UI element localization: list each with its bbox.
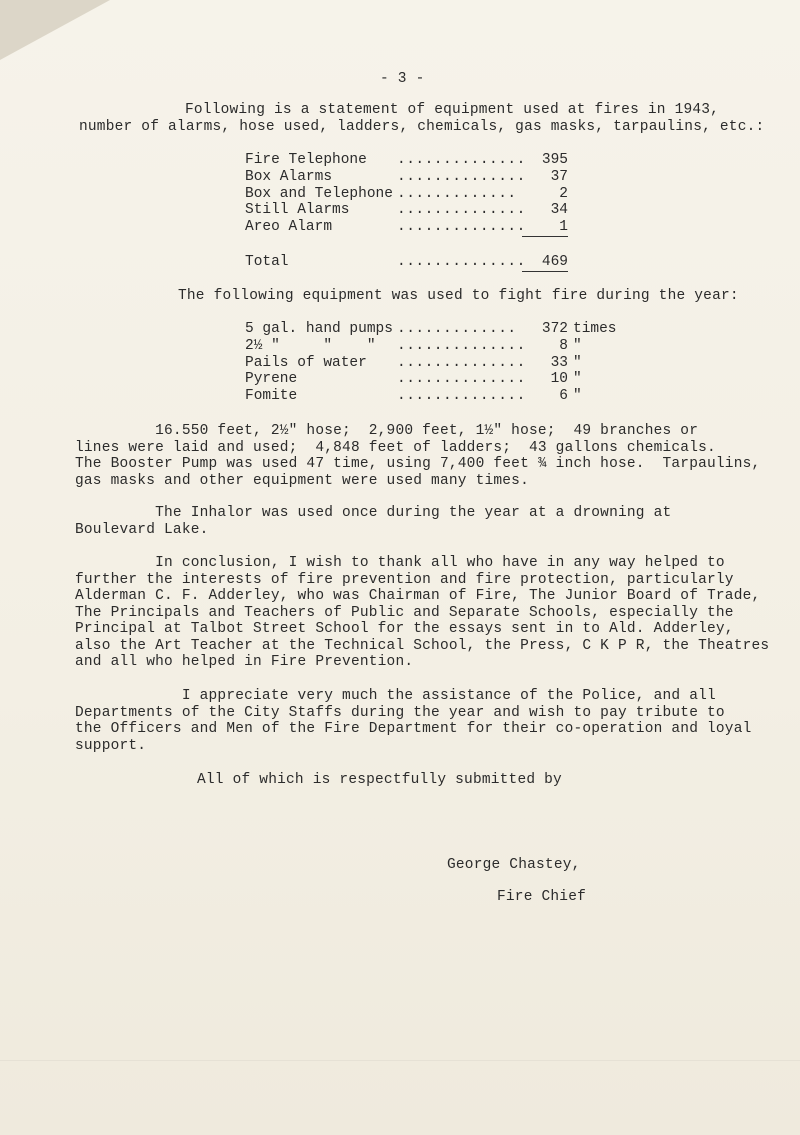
closing-line: All of which is respectfully submitted by: [197, 772, 562, 788]
signature-name: George Chastey,: [447, 857, 581, 873]
torn-corner: [0, 0, 110, 60]
row-label: Fomite: [245, 388, 298, 405]
total-label: Total: [245, 254, 289, 270]
total-leader: ..............: [397, 254, 526, 270]
row-leader: .............: [397, 185, 517, 202]
row-value: 6: [559, 388, 568, 405]
row-label: Box Alarms: [245, 168, 333, 185]
row-unit: ": [573, 371, 582, 388]
row-unit: ": [573, 337, 582, 354]
row-value: 10: [550, 371, 568, 388]
row-label: Box and Telephone: [245, 185, 393, 202]
row-label: 5 gal. hand pumps: [245, 321, 393, 337]
total-value: 469: [522, 254, 568, 272]
row-label: Areo Alarm: [245, 219, 333, 236]
row-leader: ..............: [397, 354, 526, 371]
row-label: Fire Telephone: [245, 152, 367, 168]
row-unit: ": [573, 388, 582, 405]
row-value: 33: [550, 354, 568, 371]
page-number: - 3 -: [380, 71, 425, 87]
row-leader: ..............: [397, 168, 526, 185]
row-leader: ..............: [397, 202, 526, 219]
paper-fold: [0, 1060, 800, 1061]
row-label: Pails of water: [245, 354, 367, 371]
row-value: 8: [559, 337, 568, 354]
row-unit: ": [573, 354, 582, 371]
row-value: 34: [550, 202, 568, 219]
row-label: Still Alarms: [245, 202, 350, 219]
row-leader: ..............: [397, 152, 526, 168]
row-value: 2: [559, 185, 568, 202]
conclusion-paragraph: In conclusion, I wish to thank all who have in any way helped to further the interests of fire prevention and fire protection, particularly Alderman C. F. Adderley, who was Chairman of Fire, The Junior Board of Trade, The Principals and Teachers of Public and Separate Schools, especially the Principal at Talbot Street School for the essays sent in to Ald. Adderley, also the Art Teacher at the Technical School, the Press, C K P R, the Theatres and all who helped in Fire Prevention.: [75, 555, 770, 670]
intro-line-1: Following is a statement of equipment used at fires in 1943,: [185, 102, 720, 118]
row-value: 395: [541, 152, 568, 168]
equipment-intro: The following equipment was used to fight fire during the year:: [178, 288, 739, 304]
row-value: 37: [550, 168, 568, 185]
row-value: 372: [541, 321, 568, 337]
row-leader: ..............: [397, 371, 526, 388]
row-leader: ..............: [397, 219, 526, 236]
row-label: 2½ " " ": [245, 337, 376, 354]
row-value: 1: [522, 219, 568, 237]
signature-title: Fire Chief: [497, 889, 587, 905]
row-leader: ..............: [397, 337, 526, 354]
row-unit: times: [573, 321, 617, 337]
intro-line-2: number of alarms, hose used, ladders, chemicals, gas masks, tarpaulins, etc.:: [79, 119, 765, 135]
row-leader: .............: [397, 321, 517, 337]
appreciation-paragraph: I appreciate very much the assistance of the Police, and all Departments of the City Staffs during the year and wish to pay tribute to the Officers and Men of the Fire Department for their co-operation and loyal support.: [75, 688, 752, 754]
row-leader: ..............: [397, 388, 526, 405]
inhalor-paragraph: The Inhalor was used once during the year at a drowning at Boulevard Lake.: [75, 505, 672, 538]
hose-paragraph: 16.550 feet, 2½" hose; 2,900 feet, 1½" hose; 49 branches or lines were laid and used; 4,848 feet of ladders; 43 gallons chemicals. The Booster Pump was used 47 time, using 7,400 feet ¾ inch hose. Tarpaulins, gas masks and other equipment were used many times.: [75, 423, 761, 489]
row-label: Pyrene: [245, 371, 298, 388]
